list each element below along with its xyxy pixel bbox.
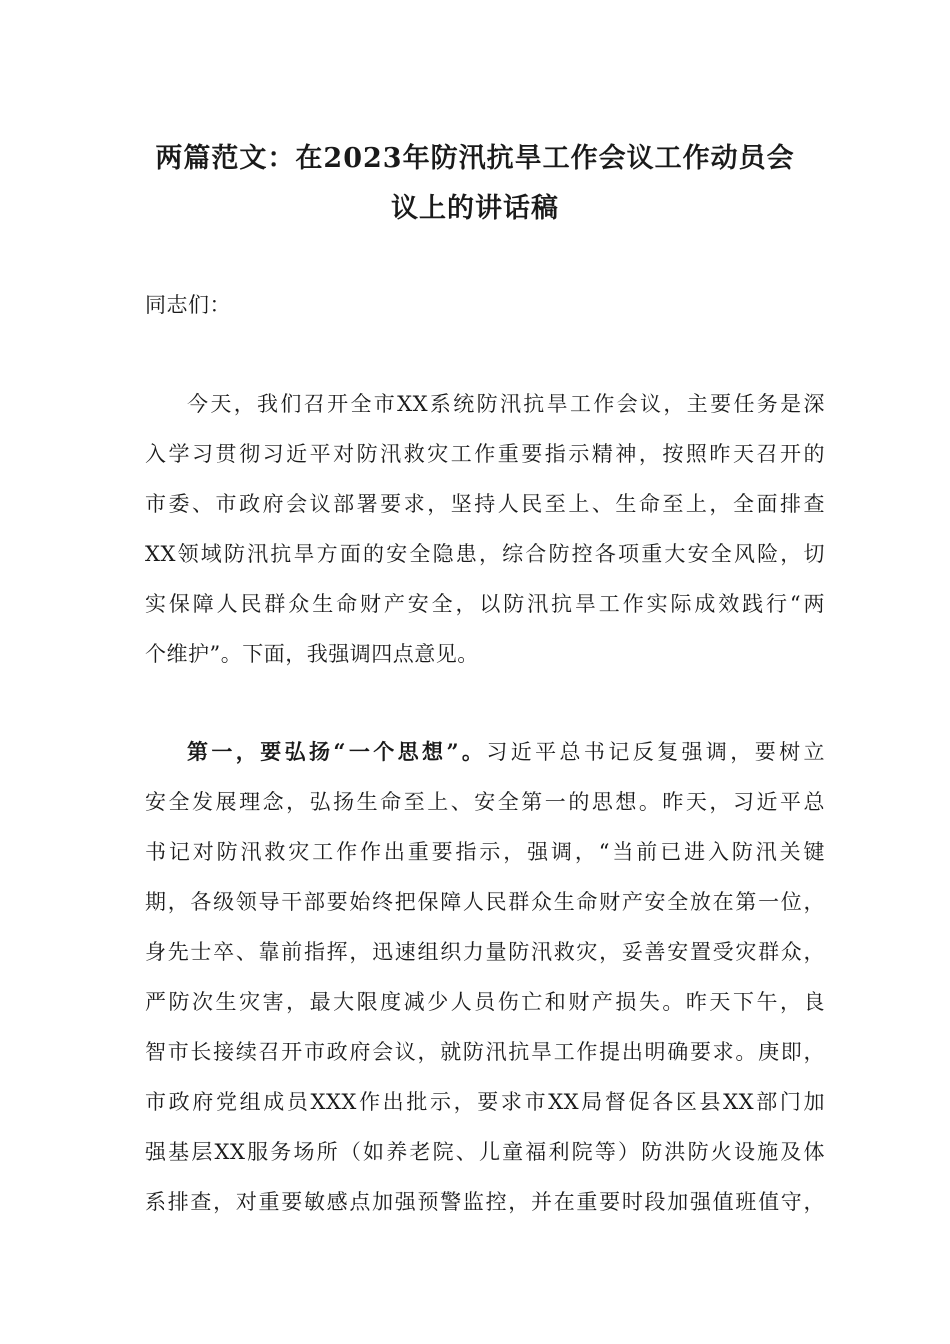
- document-title-line-2: 议上的讲话稿: [391, 193, 559, 224]
- section1-line: 系排查，对重要敏感点加强预警监控，并在重要时段加强值班值守，: [145, 1190, 825, 1214]
- intro-line: 市委、市政府会议部署要求，坚持人民至上、生命至上，全面排查: [145, 492, 825, 516]
- intro-line: XX领域防汛抗旱方面的安全隐患，综合防控各项重大安全风险，切: [145, 542, 825, 566]
- section1-line: 期，各级领导干部要始终把保障人民群众生命财产安全放在第一位，: [145, 890, 825, 914]
- section1-line: 智市长接续召开市政府会议，就防汛抗旱工作提出明确要求。庚即，: [145, 1040, 825, 1064]
- section1-line: 强基层XX服务场所（如养老院、儿童福利院等）防洪防火设施及体: [145, 1140, 825, 1164]
- section1-line: 严防次生灾害，最大限度减少人员伤亡和财产损失。昨天下午，良: [145, 990, 825, 1014]
- intro-line: 实保障人民群众生命财产安全，以防汛抗旱工作实际成效践行“两: [145, 592, 825, 616]
- section1-line: 安全发展理念，弘扬生命至上、安全第一的思想。昨天，习近平总: [145, 790, 825, 814]
- section1-first-line: [187, 736, 825, 766]
- intro-line: 入学习贯彻习近平对防汛救灾工作重要指示精神，按照昨天召开的: [145, 442, 825, 466]
- section1-line: 身先士卒、靠前指挥，迅速组织力量防汛救灾，妥善安置受灾群众，: [145, 940, 825, 964]
- document-title-line-1: 两篇范文：在2023年防汛抗旱工作会议工作动员会: [155, 143, 795, 174]
- section1-heading: 第一，要弘扬“一个思想”。: [187, 739, 487, 764]
- section1-first-line-text: 习近平总书记反复强调，要树立: [486, 740, 825, 764]
- intro-line: 个维护”。下面，我强调四点意见。: [145, 642, 479, 666]
- section1-line: 市政府党组成员XXX作出批示，要求市XX局督促各区县XX部门加: [145, 1090, 825, 1114]
- intro-line: 今天，我们召开全市XX系统防汛抗旱工作会议，主要任务是深: [187, 392, 825, 416]
- section1-line: 书记对防汛救灾工作作出重要指示，强调，“当前已进入防汛关键: [145, 840, 825, 864]
- salutation: 同志们：: [145, 293, 231, 317]
